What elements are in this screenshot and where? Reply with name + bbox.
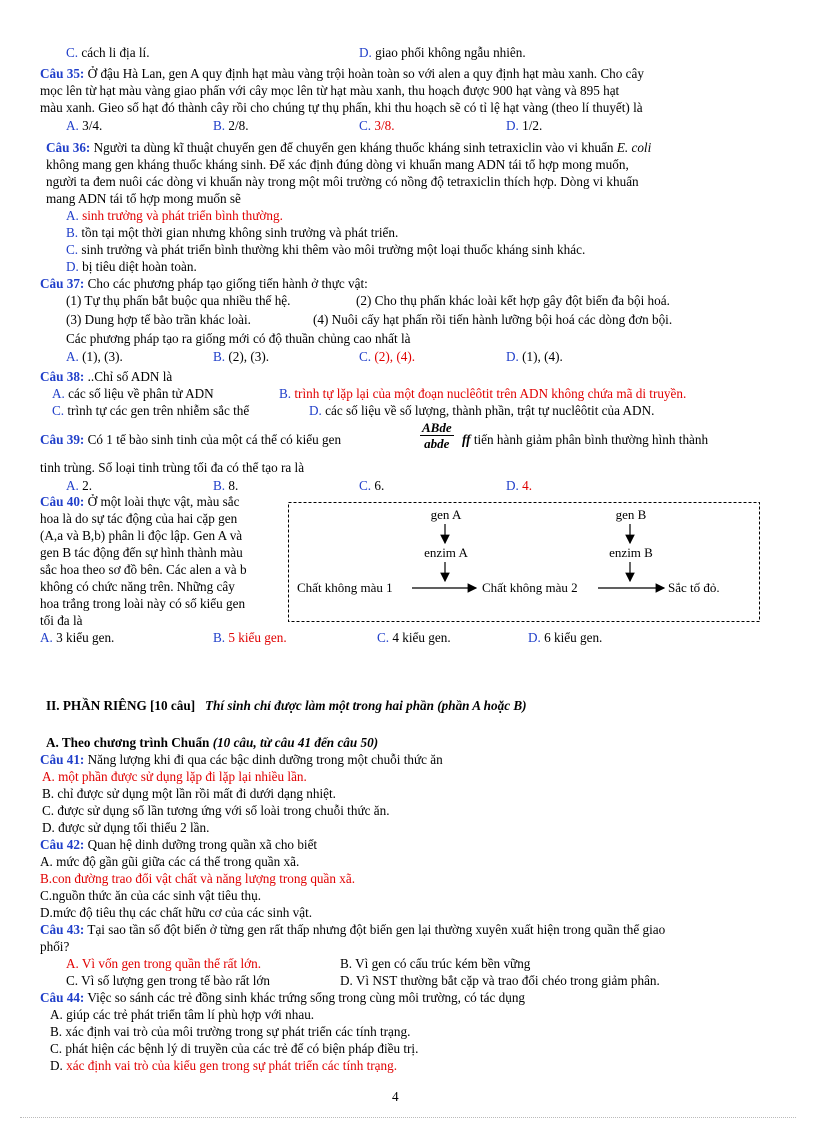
q41-option-a: A. một phần được sử dụng lặp đi lặp lại nhiều lần.: [42, 769, 307, 784]
q37-option-c: C. (2), (4).: [359, 349, 416, 364]
diagram-border: [289, 503, 760, 622]
q43-option-b: B. Vì gen có cấu trúc kém bền vững: [340, 956, 531, 971]
q38-option-a: A. các số liệu về phân tử ADN: [52, 386, 214, 401]
q44-option-d: D. xác định vai trò của kiểu gen trong sự phát triển các tính trạng.: [50, 1058, 397, 1073]
q34-option-c: C. cách li địa lí.: [66, 45, 150, 60]
q36-option-b: B. tồn tại một thời gian nhưng không sinh trưởng và phát triển.: [66, 225, 399, 240]
q44-option-c: C. phát hiện các bệnh lý di truyền của các trẻ để có biện pháp điều trị.: [50, 1041, 419, 1056]
q40-pathway-diagram: [288, 502, 760, 622]
page-number: 4: [392, 1089, 399, 1104]
q40-line-6: không có chức năng trên. Những cây: [40, 579, 235, 594]
q41-option-b: B. chỉ được sử dụng một lần rồi mất đi dưới dạng nhiệt.: [42, 786, 336, 801]
q41-option-d: D. được sử dụng tối thiểu 2 lần.: [42, 820, 210, 835]
q37-option-b: B. (2), (3).: [213, 349, 270, 364]
section-2a-heading: A. Theo chương trình Chuẩn (10 câu, từ câu 41 đến câu 50): [46, 735, 379, 750]
q34-option-d: D. giao phối không ngẫu nhiên.: [359, 45, 526, 60]
q35-option-c: C. 3/8.: [359, 118, 395, 133]
q39-option-c: C. 6.: [359, 478, 385, 493]
diagram-substance-2: Chất không màu 2: [482, 580, 578, 595]
q36-line-2: không mang gen kháng thuốc kháng sinh. Để xác định đúng dòng vi khuẩn mang ADN tái tổ hợp mong muốn,: [46, 157, 629, 172]
q40-option-c: C. 4 kiểu gen.: [377, 630, 451, 645]
diagram-enzim-b: enzim B: [609, 545, 653, 560]
q39-line-2: tinh trùng. Số loại tinh trùng tối đa có thể tạo ra là: [40, 460, 305, 475]
q42-option-d: D.mức độ tiêu thụ các chất hữu cơ của các sinh vật.: [40, 905, 313, 920]
q37-method-1: (1) Tự thụ phấn bắt buộc qua nhiều thế hệ.: [66, 293, 291, 308]
q37-method-4: (4) Nuôi cấy hạt phấn rồi tiến hành lưỡng bội hoá các dòng đơn bội.: [313, 312, 673, 327]
q39-genotype-fraction: [420, 420, 454, 451]
q43-line-2: phối?: [40, 939, 70, 954]
q37-method-2: (2) Cho thụ phấn khác loài kết hợp gây đột biến đa bội hoá.: [356, 293, 670, 308]
q36-line-1: Câu 36: Người ta dùng kĩ thuật chuyển gen để chuyển gen kháng thuốc kháng sinh tetraxiclin vào vi khuẩn E. coli: [46, 140, 652, 155]
q37-option-d: D. (1), (4).: [506, 349, 563, 364]
q39-option-d: D. 4.: [506, 478, 533, 493]
q36-line-4: mang ADN tái tổ hợp mong muốn sẽ: [46, 191, 241, 206]
q39-option-b: B. 8.: [213, 478, 239, 493]
q40-line-7: hoa trắng trong loài này có số kiểu gen: [40, 596, 246, 611]
q38-option-d: D. các số liệu về số lượng, thành phần, trật tự nuclêôtit của ADN.: [309, 403, 655, 418]
q41-option-c: C. được sử dụng số lần tương ứng với số loài trong chuỗi thức ăn.: [42, 803, 390, 818]
q35-option-d: D. 1/2.: [506, 118, 543, 133]
diagram-pigment: Sắc tố đỏ.: [668, 580, 720, 595]
q40-option-d: D. 6 kiểu gen.: [528, 630, 603, 645]
q38-stem: Câu 38: ..Chỉ số ADN là: [40, 369, 173, 384]
q40-line-1: Câu 40: Ở một loài thực vật, màu sắc: [40, 494, 240, 509]
q38-option-c: C. trình tự các gen trên nhiễm sắc thể: [52, 403, 250, 418]
q40-option-a: A. 3 kiểu gen.: [40, 630, 115, 645]
section-2-heading: II. PHẦN RIÊNG [10 câu] Thí sinh chỉ được làm một trong hai phần (phần A hoặc B): [46, 698, 527, 713]
diagram-substance-1: Chất không màu 1: [297, 580, 393, 595]
diagram-gen-a: gen A: [430, 507, 462, 522]
q35-option-a: A. 3/4.: [66, 118, 103, 133]
q42-option-a: A. mức độ gần gũi giữa các cá thể trong quần xã.: [40, 854, 300, 869]
q40-option-b: B. 5 kiểu gen.: [213, 630, 287, 645]
q35-line-2: mọc lên từ hạt màu vàng giao phấn với cây mọc lên từ hạt màu xanh, thu hoạch được 900 hạt vàng và 895 hạt: [40, 83, 620, 98]
q40-line-8: tối đa là: [40, 613, 83, 628]
q44-option-a: A. giúp các trẻ phát triển tâm lí phù hợp với nhau.: [50, 1007, 315, 1022]
q43-option-d: D. Vì NST thường bắt cặp và trao đổi chéo trong giảm phân.: [340, 973, 660, 988]
q39-option-a: A. 2.: [66, 478, 93, 493]
q40-line-5: sắc hoa theo sơ đồ bên. Các alen a và b: [40, 562, 247, 577]
q39-fraction-numerator: ABde: [422, 420, 452, 435]
q38-option-b: B. trình tự lặp lại của một đoạn nuclêôtit trên ADN không chứa mã di truyền.: [279, 386, 687, 401]
q44-option-b: B. xác định vai trò của môi trường trong sự phát triển các tính trạng.: [50, 1024, 411, 1039]
q42-stem: Câu 42: Quan hệ dinh dưỡng trong quần xã cho biết: [40, 837, 318, 852]
q41-stem: Câu 41: Năng lượng khi đi qua các bậc dinh dưỡng trong một chuỗi thức ăn: [40, 752, 443, 767]
q39-line-1b: ff tiến hành giảm phân bình thường hình thành: [462, 432, 709, 447]
q37-method-3: (3) Dung hợp tế bào trần khác loài.: [66, 312, 251, 327]
q35-line-3: màu xanh. Gieo số hạt đó thành cây rồi cho chúng tự thụ phấn, khi thu hoạch sẽ có tỉ lệ hạt vàng (theo lí thuyết) là: [40, 100, 643, 115]
q35-option-b: B. 2/8.: [213, 118, 249, 133]
q35-line-1: Câu 35: Ở đậu Hà Lan, gen A quy định hạt màu vàng trội hoàn toàn so với alen a quy định hạt màu xanh. Cho cây: [40, 66, 644, 81]
footer-divider: [20, 1117, 796, 1118]
q40-line-3: (A,a và B,b) phân li độc lập. Gen A và: [40, 528, 243, 543]
q42-option-c: C.nguồn thức ăn của các sinh vật tiêu thụ.: [40, 888, 262, 903]
q37-stem: Câu 37: Cho các phương pháp tạo giống tiến hành ở thực vật:: [40, 276, 368, 291]
q37-option-a: A. (1), (3).: [66, 349, 123, 364]
q36-option-a: A. sinh trưởng và phát triển bình thường.: [66, 208, 283, 223]
diagram-gen-b: gen B: [615, 507, 647, 522]
q40-line-2: hoa là do sự tác động của hai cặp gen: [40, 511, 238, 526]
diagram-enzim-a: enzim A: [424, 545, 468, 560]
q39-fraction-denominator: abde: [424, 436, 450, 451]
q43-line-1: Câu 43: Tại sao tần số đột biến ở từng gen rất thấp nhưng đột biến gen lại thường xuyên xuất hiện trong quần thể giao: [40, 922, 666, 937]
q36-option-c: C. sinh trưởng và phát triển bình thường khi thêm vào môi trường một loại thuốc kháng sinh khác.: [66, 242, 586, 257]
q39-line-1a: Câu 39: Có 1 tế bào sinh tinh của một cá thể có kiểu gen: [40, 432, 342, 447]
q44-stem: Câu 44: Việc so sánh các trẻ đồng sinh khác trứng sống trong cùng môi trường, có tác dụng: [40, 990, 526, 1005]
q43-option-a: A. Vì vốn gen trong quần thể rất lớn.: [66, 956, 261, 971]
q42-option-b: B.con đường trao đổi vật chất và năng lượng trong quần xã.: [40, 871, 355, 886]
q43-option-c: C. Vì số lượng gen trong tế bào rất lớn: [66, 973, 270, 988]
q37-question: Các phương pháp tạo ra giống mới có độ thuần chủng cao nhất là: [66, 331, 411, 346]
q36-option-d: D. bị tiêu diệt hoàn toàn.: [66, 259, 197, 274]
q36-line-3: người ta đem nuôi các dòng vi khuẩn này trong một môi trường có nồng độ tetraxiclin thích hợp. Dòng vi khuẩn: [46, 174, 639, 189]
q40-line-4: gen B tác động đến sự hình thành màu: [40, 545, 243, 560]
